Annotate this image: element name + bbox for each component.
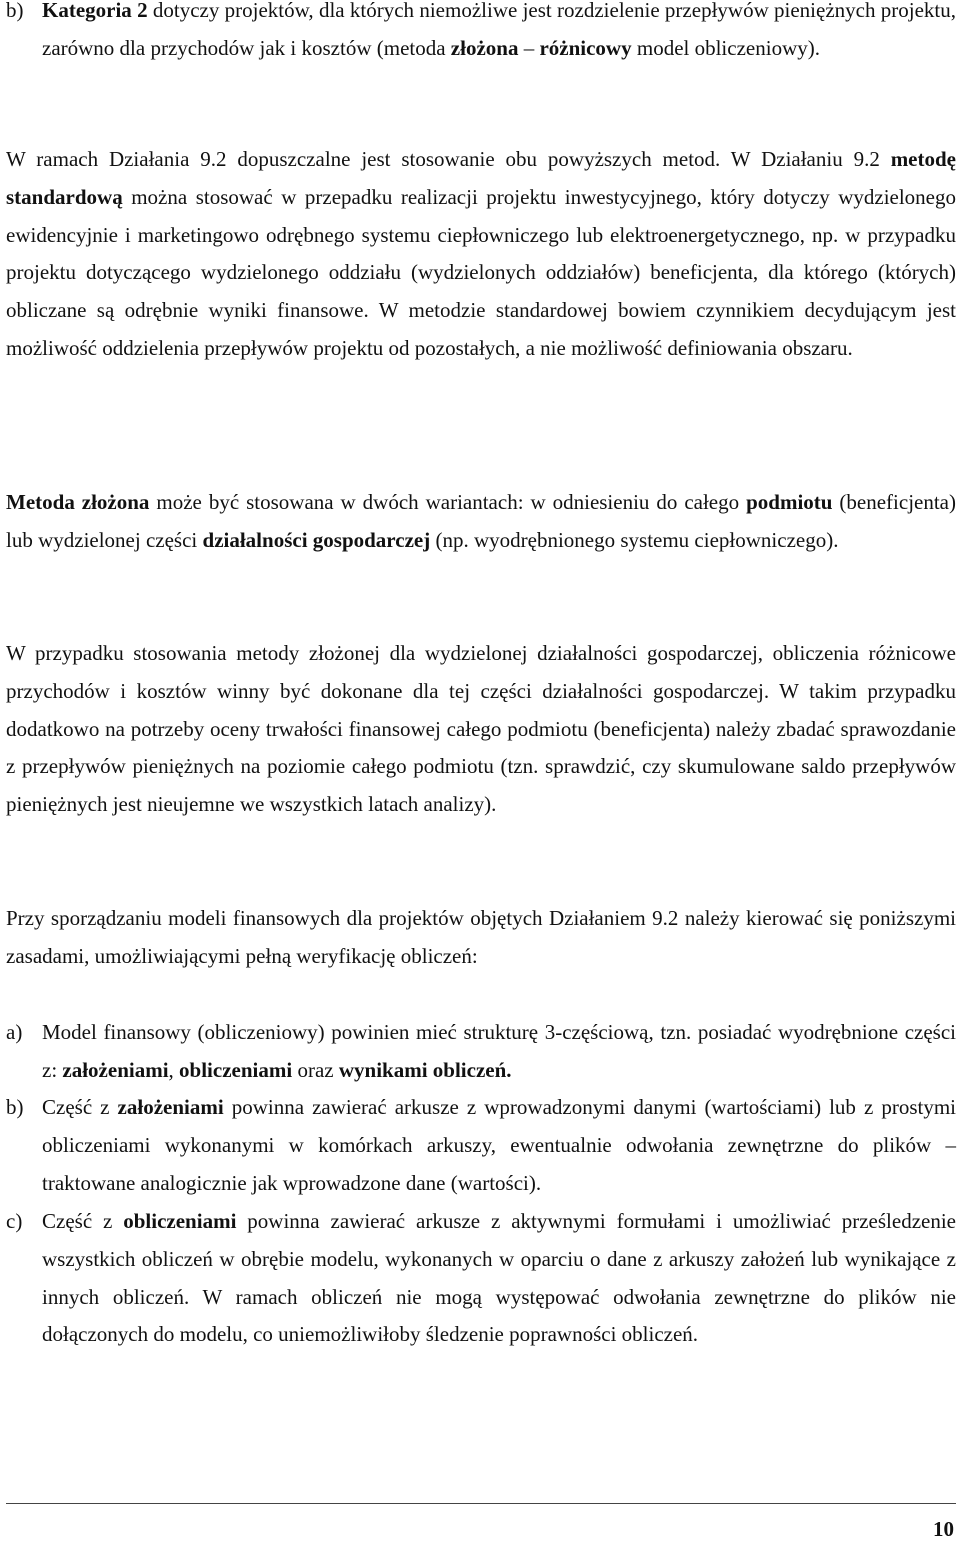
text-run: W ramach Działania 9.2 dopuszczalne jest stosowanie obu powyższych metod. W Działaniu 9.2 bbox=[6, 147, 891, 171]
text-run: W przypadku stosowania metody złożonej dla wydzielonej działalności gospodarczej, obliczenia różnicowe przychodów i kosztów winny być dokonane dla tej części działalności gospodarczej. W takim przypadku dodatkowo na potrzeby oceny trwałości finansowej całego podmiotu (beneficjenta) należy zbadać sprawozdanie z przepływów pieniężnych na poziomie całego podmiotu (tzn. sprawdzić, czy skumulowane saldo przepływów pieniężnych jest nieujemne we wszystkich latach analizy). bbox=[6, 641, 956, 817]
text-run: , bbox=[168, 1057, 180, 1082]
bold-text-run: różnicowy bbox=[539, 35, 632, 60]
rule-item-a bbox=[6, 1014, 956, 1090]
bold-text-run: założeniami bbox=[117, 1095, 224, 1119]
bold-text-run: działalności gospodarczej bbox=[202, 527, 431, 552]
bold-text-run: metodę standardową bbox=[6, 147, 956, 209]
text-run: Model finansowy (obliczeniowy) powinien mieć strukturę 3-częściową, tzn. posiadać wyodrębnione części z: bbox=[42, 1020, 956, 1082]
list-marker: c) bbox=[6, 1209, 23, 1233]
text-run: dotyczy projektów, dla których niemożliwe jest rozdzielenie przepływów pieniężnych projektu, zarówno dla przychodów jak i kosztów (metoda bbox=[42, 0, 956, 60]
paragraph-complex-case bbox=[6, 635, 956, 824]
bold-text-run: założeniami bbox=[62, 1057, 169, 1082]
text-run: powinna zawierać arkusze z wprowadzonymi danymi (wartościami) lub z prostymi obliczeniami wykonanymi w komórkach arkuszy, ewentualnie odwołania zewnętrzne do plików – traktowane analogicznie jak wprowadzone dane (wartości). bbox=[42, 1095, 956, 1195]
text-run: można stosować w przepadku realizacji projektu inwestycyjnego, który dotyczy wydzielonego ewidencyjnie i marketingowo odrębnego systemu ciepłowniczego lub elektroenergetycznego, np. w przypadku projektu dotyczącego wydzielonego oddziału (wydzielonych oddziałów) beneficjenta, dla którego (których) obliczane są odrębnie wyniki finansowe. W metodzie standardowej bowiem czynnikiem decydującym jest możliwość oddzielenia przepływów projektu od pozostałych, a nie możliwość definiowania obszaru. bbox=[6, 184, 956, 360]
paragraph-complex-method bbox=[6, 484, 956, 560]
list-marker: a) bbox=[6, 1020, 23, 1044]
rule-item-c bbox=[6, 1203, 956, 1354]
bold-text-run: obliczeniami bbox=[179, 1057, 293, 1082]
bold-text-run: Kategoria 2 bbox=[42, 0, 148, 22]
bold-text-run: Metoda złożona bbox=[6, 490, 150, 514]
list-marker: b) bbox=[6, 0, 24, 22]
text-run: powinna zawierać arkusze z aktywnymi formułami i umożliwiać prześledzenie wszystkich obliczeń w obrębie modelu, wykonanych w oparciu o dane z arkuszy założeń lub wynikające z innych obliczeń. W ramach obliczeń nie mogą występować odwołania zewnętrzne do plików nie dołączonych do modelu, co uniemożliwiłoby śledzenie poprawności obliczeń. bbox=[42, 1209, 956, 1347]
text-run: (np. wyodrębnionego systemu ciepłowniczego). bbox=[430, 527, 839, 552]
page-number: 10 bbox=[933, 1517, 954, 1541]
paragraph-rules-intro bbox=[6, 900, 956, 976]
category-2-text bbox=[42, 0, 956, 68]
text-run: oraz bbox=[292, 1057, 339, 1082]
rule-text-b bbox=[42, 1089, 956, 1202]
text-run: Część z bbox=[42, 1209, 124, 1233]
bold-text-run: obliczeniami bbox=[123, 1209, 237, 1233]
bold-text-run: podmiotu bbox=[746, 490, 833, 514]
category-2-item bbox=[6, 0, 956, 68]
text-run: – bbox=[518, 35, 540, 60]
paragraph-methods bbox=[6, 141, 956, 368]
bold-text-run: złożona bbox=[450, 35, 519, 60]
rule-text-c bbox=[42, 1203, 956, 1354]
text-run: (beneficjenta) lub wydzielonej części bbox=[6, 490, 956, 552]
text-run: Przy sporządzaniu modeli finansowych dla projektów objętych Działaniem 9.2 należy kierować się poniższymi zasadami, umożliwiającymi pełną weryfikację obliczeń: bbox=[6, 906, 956, 968]
rule-text-a bbox=[42, 1014, 956, 1090]
text-run: Część z bbox=[42, 1095, 118, 1119]
footer-divider bbox=[6, 1503, 956, 1504]
text-run: może być stosowana w dwóch wariantach: w odniesieniu do całego bbox=[149, 490, 747, 514]
rule-item-b bbox=[6, 1089, 956, 1202]
text-run: model obliczeniowy). bbox=[631, 35, 820, 60]
bold-text-run: wynikami obliczeń. bbox=[338, 1057, 512, 1082]
list-marker: b) bbox=[6, 1095, 24, 1119]
